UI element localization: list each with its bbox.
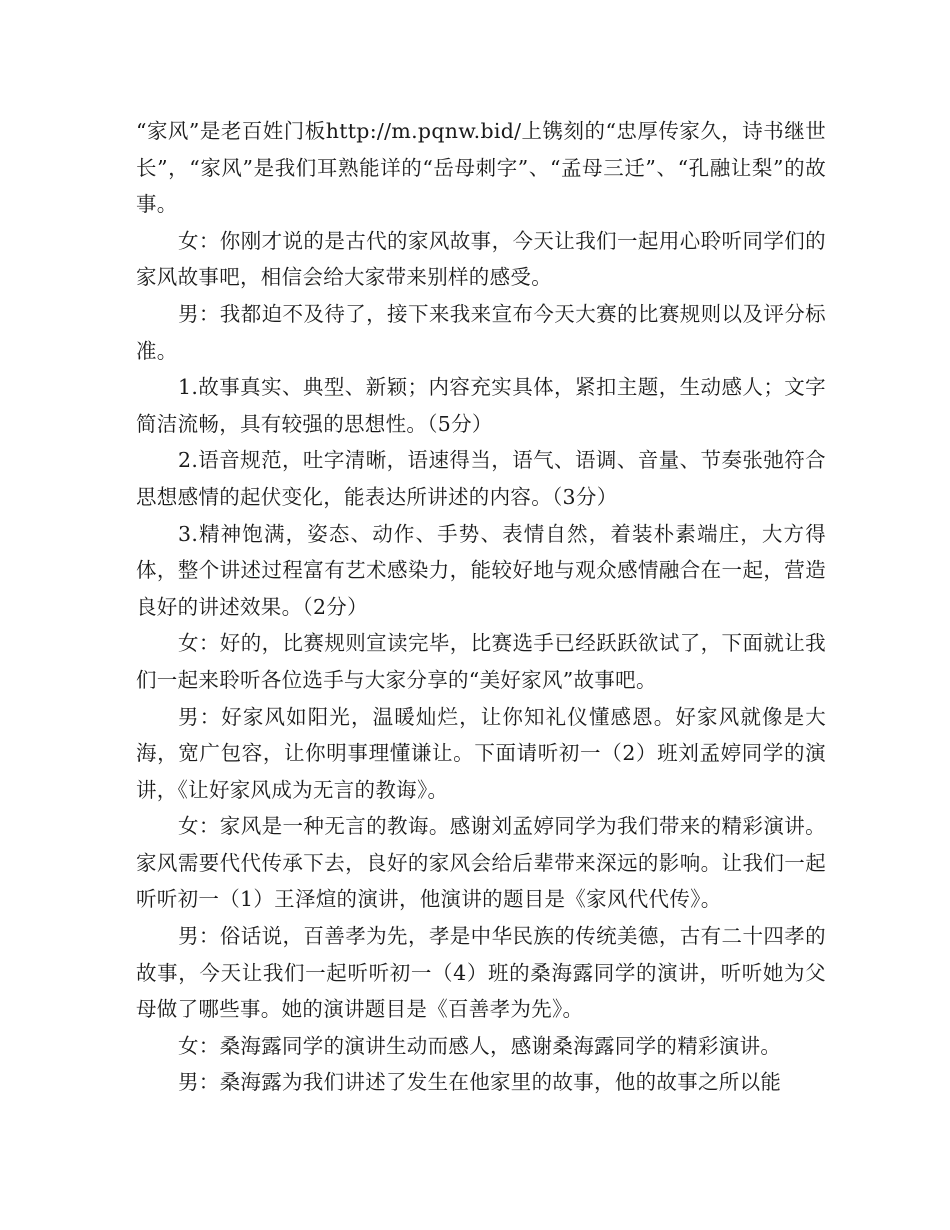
paragraph-rule-3: 3.精神饱满，姿态、动作、手势、表情自然，着装朴素端庄，大方得体，整个讲述过程富有艺术感染力，能较好地与观众感情融合在一起，营造良好的讲述效果。（2分） bbox=[136, 521, 826, 619]
paragraph-rule-2: 2.语音规范，吐字清晰，语速得当，语气、语调、音量、节奏张弛符合思想感情的起伏变化，能表达所讲述的内容。（3分） bbox=[136, 448, 826, 509]
paragraph-male-3: 男：俗话说，百善孝为先，孝是中华民族的传统美德，古有二十四孝的故事，今天让我们一起听听初一（4）班的桑海露同学的演讲，听听她为父母做了哪些事。她的演讲题目是《百善孝为先》。 bbox=[136, 924, 826, 1022]
paragraph-female-3: 女：家风是一种无言的教诲。感谢刘孟婷同学为我们带来的精彩演讲。家风需要代代传承下去，良好的家风会给后辈带来深远的影响。让我们一起听听初一（1）王泽煊的演讲，他演讲的题目是《家风代代传》。 bbox=[136, 814, 826, 912]
paragraph-female-4: 女：桑海露同学的演讲生动而感人，感谢桑海露同学的精彩演讲。 bbox=[178, 1033, 782, 1058]
paragraph-male-1: 男：我都迫不及待了，接下来我来宣布今天大赛的比赛规则以及评分标准。 bbox=[136, 301, 826, 363]
paragraph-intro: “家风”是老百姓门板http://m.pqnw.bid/上镌刻的“忠厚传家久，诗书继世长”，“家风”是我们耳熟能详的“岳母刺字”、“孟母三迁”、“孔融让梨”的故事。 bbox=[136, 119, 826, 217]
paragraph-male-2: 男：好家风如阳光，温暖灿烂，让你知礼仪懂感恩。好家风就像是大海，宽广包容，让你明事理懂谦让。下面请听初一（2）班刘孟婷同学的演讲，《让好家风成为无言的教诲》。 bbox=[136, 704, 826, 802]
paragraph-female-1: 女：你刚才说的是古代的家风故事，今天让我们一起用心聆听同学们的家风故事吧，相信会给大家带来别样的感受。 bbox=[136, 228, 826, 290]
document-body bbox=[136, 113, 826, 1101]
paragraph-rule-1: 1.故事真实、典型、新颖；内容充实具体，紧扣主题，生动感人；文字简洁流畅，具有较强的思想性。（5分） bbox=[136, 375, 826, 436]
paragraph-male-4: 男：桑海露为我们讲述了发生在他家里的故事，他的故事之所以能 bbox=[178, 1070, 782, 1095]
paragraph-female-2: 女：好的，比赛规则宣读完毕，比赛选手已经跃跃欲试了，下面就让我们一起来聆听各位选手与大家分享的“美好家风”故事吧。 bbox=[136, 631, 826, 692]
